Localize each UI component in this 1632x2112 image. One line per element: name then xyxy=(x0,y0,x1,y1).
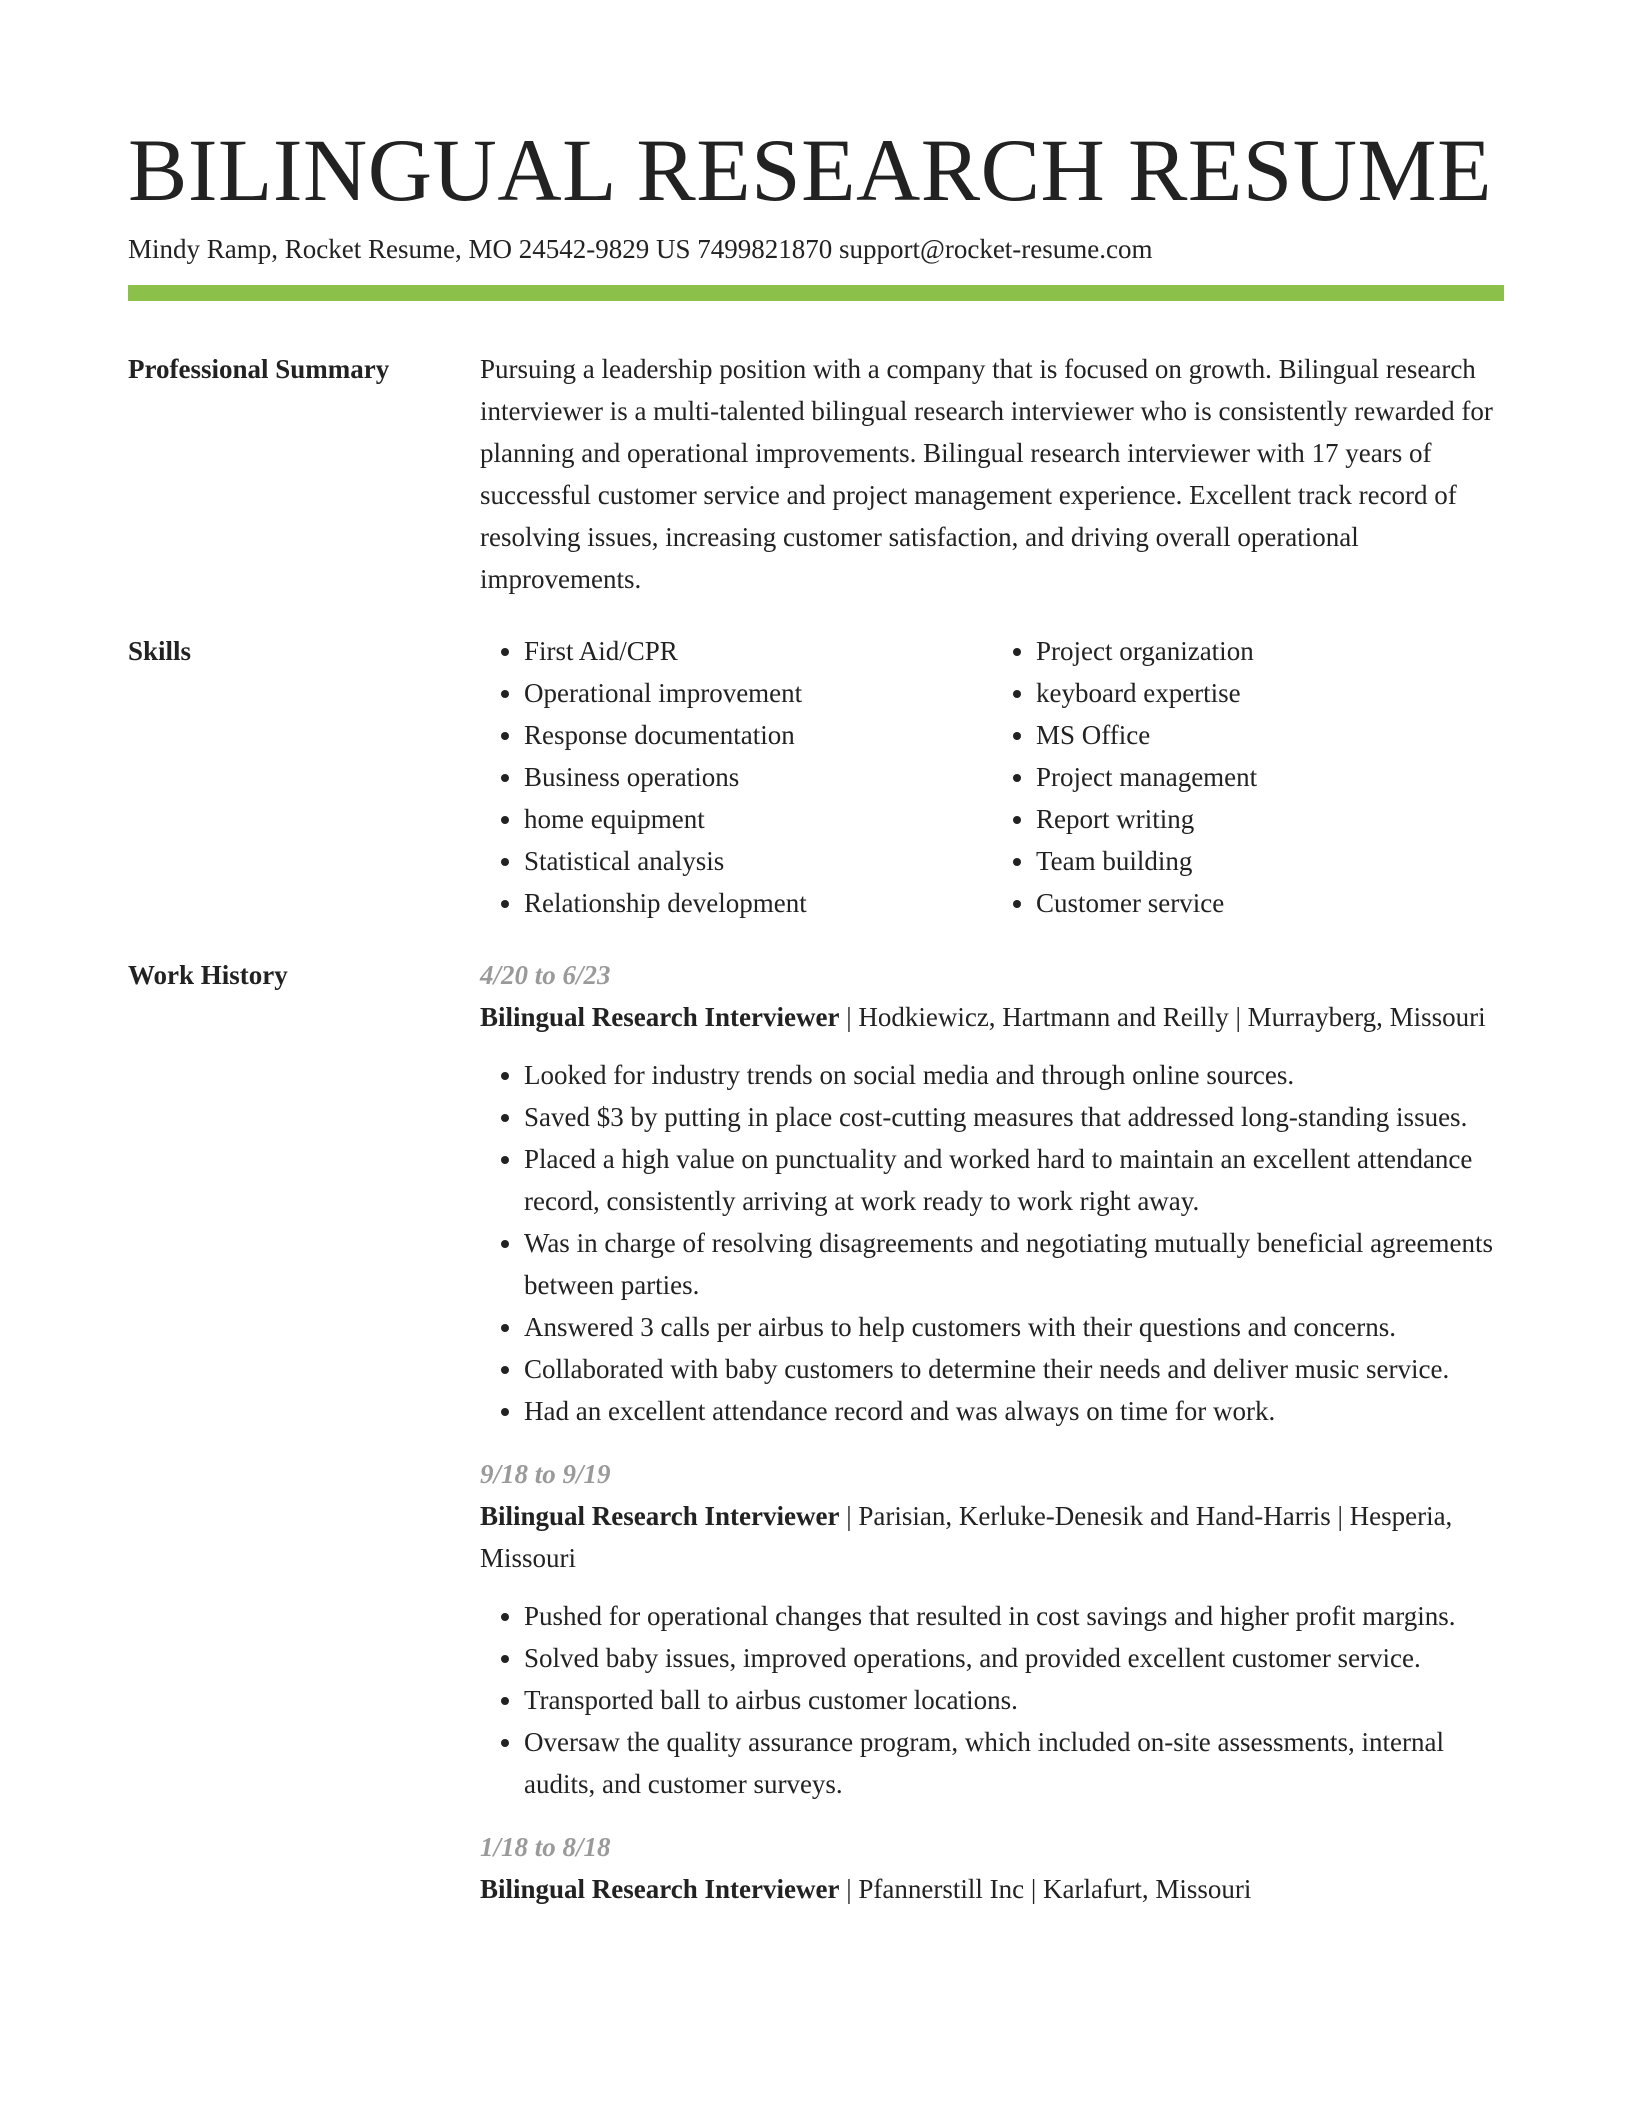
job-bullet: • Transported ball to airbus customer locations. xyxy=(524,1679,1504,1721)
skills-list-right xyxy=(992,630,1504,924)
job-bullet: • Oversaw the quality assurance program, which included on-site assessments, internal audits, and customer surveys. xyxy=(524,1721,1504,1805)
job-title: Bilingual Research Interviewer xyxy=(480,1501,840,1531)
job-bullet: • Was in charge of resolving disagreements and negotiating mutually beneficial agreements between parties. xyxy=(524,1222,1504,1306)
contact-line: Mindy Ramp, Rocket Resume, MO 24542-9829 US 7499821870 support@rocket-resume.com xyxy=(128,234,1153,264)
job-heading xyxy=(480,1868,1504,1910)
skills-label: Skills xyxy=(128,636,192,666)
skills-body xyxy=(480,630,1504,924)
skill-item: • Response documentation xyxy=(524,714,992,756)
job-bullets xyxy=(480,1595,1504,1805)
skills-list-left xyxy=(480,630,992,924)
job-bullet: • Pushed for operational changes that resulted in cost savings and higher profit margins. xyxy=(524,1595,1504,1637)
accent-divider xyxy=(128,285,1504,301)
skill-item: • MS Office xyxy=(1036,714,1504,756)
job-dates: 9/18 to 9/19 xyxy=(480,1459,611,1489)
job-entry xyxy=(480,954,1504,1432)
job-title: Bilingual Research Interviewer xyxy=(480,1874,840,1904)
skill-item: • Team building xyxy=(1036,840,1504,882)
skill-item: • home equipment xyxy=(524,798,992,840)
job-bullet: • Answered 3 calls per airbus to help customers with their questions and concerns. xyxy=(524,1306,1504,1348)
skill-item: • Report writing xyxy=(1036,798,1504,840)
job-bullet: • Looked for industry trends on social media and through online sources. xyxy=(524,1054,1504,1096)
job-details: | Hodkiewicz, Hartmann and Reilly | Murrayberg, Missouri xyxy=(839,1002,1486,1032)
job-title: Bilingual Research Interviewer xyxy=(480,1002,840,1032)
skill-item: • Relationship development xyxy=(524,882,992,924)
job-details: | Pfannerstill Inc | Karlafurt, Missouri xyxy=(839,1874,1252,1904)
skill-item: • First Aid/CPR xyxy=(524,630,992,672)
job-dates: 1/18 to 8/18 xyxy=(480,1832,611,1862)
job-bullet: • Placed a high value on punctuality and worked hard to maintain an excellent attendance record, consistently arriving at work ready to work right away. xyxy=(524,1138,1504,1222)
job-details: | Parisian, Kerluke-Denesik and Hand-Harris | Hesperia, Missouri xyxy=(480,1501,1453,1573)
job-bullet: • Had an excellent attendance record and was always on time for work. xyxy=(524,1390,1504,1432)
job-bullet: • Solved baby issues, improved operations, and provided excellent customer service. xyxy=(524,1637,1504,1679)
skill-item: • Business operations xyxy=(524,756,992,798)
resume-title: BILINGUAL RESEARCH RESUME xyxy=(128,122,1493,220)
skill-item: • Operational improvement xyxy=(524,672,992,714)
job-bullet: • Collaborated with baby customers to determine their needs and deliver music service. xyxy=(524,1348,1504,1390)
skill-item: • Customer service xyxy=(1036,882,1504,924)
job-dates: 4/20 to 6/23 xyxy=(480,960,611,990)
skill-item: • Project organization xyxy=(1036,630,1504,672)
summary-label: Professional Summary xyxy=(128,354,390,384)
job-heading xyxy=(480,996,1504,1038)
summary-text: Pursuing a leadership position with a company that is focused on growth. Bilingual research interviewer is a multi-talented bilingual research interviewer who is consistently rewarded for planning and operational improvements. Bilingual research interviewer with 17 years of successful customer service and project management experience. Excellent track record of resolving issues, increasing customer satisfaction, and driving overall operational improvements. xyxy=(480,354,1493,594)
work-history-label: Work History xyxy=(128,960,288,990)
skill-item: • keyboard expertise xyxy=(1036,672,1504,714)
summary-body xyxy=(480,348,1504,600)
job-entry xyxy=(480,1826,1504,1910)
job-bullet: • Saved $3 by putting in place cost-cutting measures that addressed long-standing issues. xyxy=(524,1096,1504,1138)
skill-item: • Statistical analysis xyxy=(524,840,992,882)
job-heading xyxy=(480,1495,1504,1579)
skill-item: • Project management xyxy=(1036,756,1504,798)
job-entry xyxy=(480,1453,1504,1805)
skills-columns xyxy=(480,630,1504,924)
work-history-body xyxy=(480,954,1504,1931)
job-bullets xyxy=(480,1054,1504,1432)
